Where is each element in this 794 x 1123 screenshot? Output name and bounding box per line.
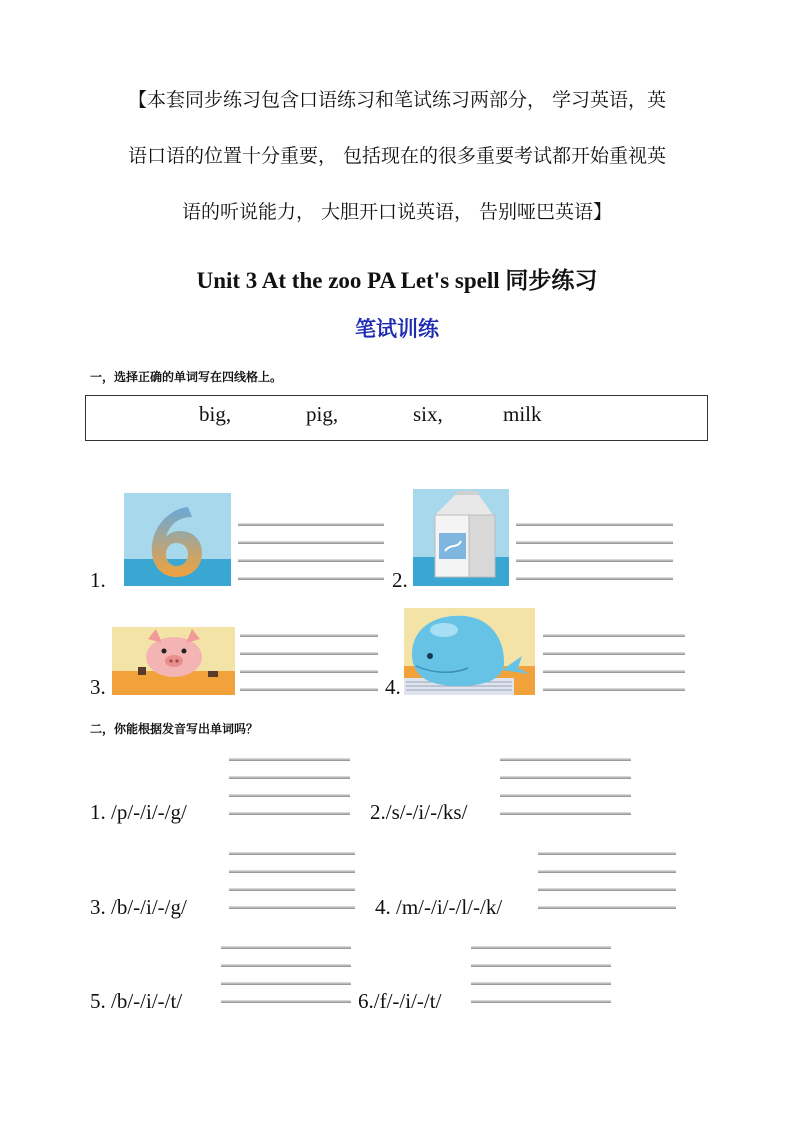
writing-lines: [240, 634, 378, 694]
phonics-item: 5. /b/-/i/-/t/: [90, 989, 183, 1013]
writing-lines: [238, 523, 384, 583]
writing-lines: [516, 523, 673, 583]
writing-lines: [229, 852, 355, 912]
pig-icon: [112, 627, 235, 695]
word-bank-item: pig,: [306, 402, 339, 426]
phonics-item: 2./s/-/i/-/ks/: [370, 800, 468, 824]
writing-lines: [221, 946, 351, 1006]
intro-paragraph: [60, 72, 734, 240]
page-title: Unit 3 At the zoo PA Let's spell 同步练习: [196, 268, 598, 293]
writing-lines: [471, 946, 611, 1006]
writing-lines: [543, 634, 685, 694]
writing-lines: [538, 852, 676, 912]
item-number: 4.: [385, 675, 401, 699]
word-bank-item: six,: [413, 402, 443, 426]
section1-heading: 一，选择正确的单词写在四线格上。: [90, 370, 283, 384]
section2-heading: 二，你能根据发音写出单词吗？: [90, 722, 259, 736]
word-bank-item: big,: [199, 402, 232, 426]
item-number: 3.: [90, 675, 106, 699]
phonics-item: 3. /b/-/i/-/g/: [90, 895, 187, 919]
item-number: 2.: [392, 568, 408, 592]
phonics-item: 6./f/-/i/-/t/: [358, 989, 442, 1013]
word-bank: [85, 395, 708, 441]
intro-line: 语口语的位置十分重要， 包括现在的很多重要考试都开始重视英: [127, 145, 667, 167]
intro-line: 语的听说能力， 大胆开口说英语， 告别哑巴英语】: [181, 201, 613, 223]
writing-lines: [229, 758, 350, 818]
item-number: 1.: [90, 568, 106, 592]
page-subtitle: 笔试训练: [355, 317, 439, 341]
whale-icon: [404, 608, 535, 695]
milk-carton-icon: [413, 489, 509, 586]
phonics-item: 1. /p/-/i/-/g/: [90, 800, 187, 824]
phonics-item: 4. /m/-/i/-/l/-/k/: [375, 895, 503, 919]
writing-lines: [500, 758, 631, 818]
word-bank-item: milk: [503, 402, 542, 426]
number-six-icon: [124, 493, 231, 586]
intro-line: 【本套同步练习包含口语练习和笔试练习两部分， 学习英语，英: [127, 89, 667, 111]
